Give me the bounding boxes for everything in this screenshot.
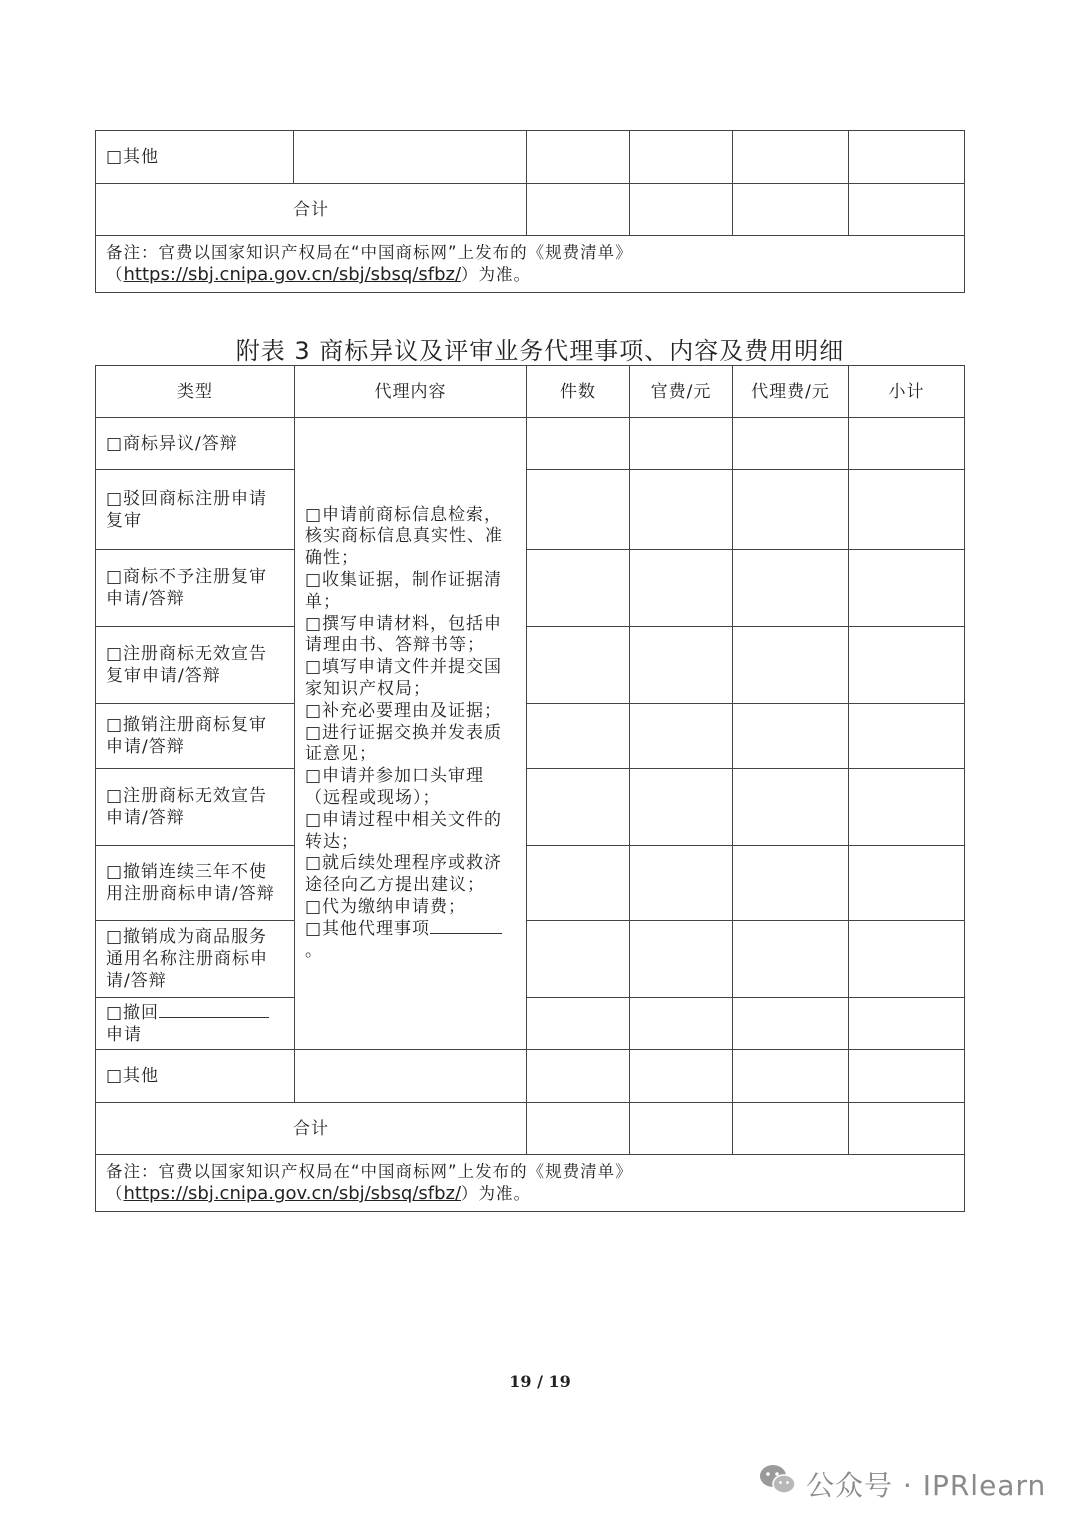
header-content: 代理内容 bbox=[295, 366, 527, 418]
cell-empty bbox=[527, 921, 630, 998]
cell-empty bbox=[849, 1103, 965, 1155]
cell-empty bbox=[849, 1050, 965, 1103]
content-item: □收集证据，制作证据清单； bbox=[305, 570, 503, 612]
cell-empty bbox=[527, 846, 630, 921]
cell-empty bbox=[733, 131, 849, 184]
row-type-withdraw bbox=[96, 998, 295, 1050]
fee-table-continued bbox=[95, 130, 965, 293]
cell-empty bbox=[527, 704, 630, 769]
cell-empty bbox=[849, 704, 965, 769]
note-end: ）为准。 bbox=[461, 265, 532, 284]
cell-empty bbox=[527, 998, 630, 1050]
cell-empty bbox=[630, 921, 733, 998]
cell-empty bbox=[527, 184, 630, 236]
cell-empty bbox=[630, 846, 733, 921]
content-item: □撰写申请材料，包括申请理由书、答辩书等； bbox=[305, 613, 503, 656]
content-other-label: □其他代理事项 bbox=[305, 918, 431, 939]
cell-empty bbox=[630, 550, 733, 627]
note-link[interactable]: https://sbj.cnipa.gov.cn/sbj/sbsq/sfbz/ bbox=[123, 1183, 462, 1204]
row-other-label: □其他 bbox=[96, 1050, 295, 1103]
cell-empty bbox=[630, 704, 733, 769]
cell-empty bbox=[849, 846, 965, 921]
cell-empty bbox=[630, 998, 733, 1050]
cell-empty bbox=[527, 1103, 630, 1155]
cell-empty bbox=[630, 1050, 733, 1103]
content-item: □申请过程中相关文件的转达； bbox=[305, 809, 503, 852]
cell-empty bbox=[849, 769, 965, 846]
note-text: 备注：官费以国家知识产权局在“中国商标网”上发布的《规费清单》（ bbox=[106, 1162, 633, 1203]
cell-empty bbox=[630, 1103, 733, 1155]
cell-empty bbox=[849, 418, 965, 470]
cell-empty bbox=[733, 1050, 849, 1103]
cell-empty bbox=[527, 1050, 630, 1103]
cell-empty bbox=[733, 627, 849, 704]
content-item-other bbox=[305, 919, 518, 963]
header-subtotal: 小计 bbox=[849, 366, 965, 418]
cell-empty bbox=[849, 550, 965, 627]
cell-empty bbox=[849, 184, 965, 236]
withdraw-label: □撤回 bbox=[106, 1002, 160, 1023]
cell-empty bbox=[630, 769, 733, 846]
cell-empty bbox=[527, 769, 630, 846]
row-total-label: 合计 bbox=[96, 1103, 527, 1155]
cell-empty bbox=[630, 131, 733, 184]
content-item: □代为缴纳申请费； bbox=[305, 896, 467, 917]
objection-review-fee-table bbox=[95, 365, 965, 1212]
agency-content-list bbox=[295, 418, 527, 1050]
cell-empty bbox=[733, 921, 849, 998]
row-type: □注册商标无效宣告复审申请/答辩 bbox=[96, 627, 295, 704]
row-type: □撤销连续三年不使用注册商标申请/答辩 bbox=[96, 846, 295, 921]
cell-empty bbox=[849, 470, 965, 550]
cell-empty bbox=[527, 418, 630, 470]
cell-empty bbox=[733, 998, 849, 1050]
note-end: ）为准。 bbox=[461, 1184, 532, 1203]
content-item: □填写申请文件并提交国家知识产权局； bbox=[305, 657, 503, 699]
cell-empty bbox=[733, 1103, 849, 1155]
content-item: □就后续处理程序或救济途径向乙方提出建议； bbox=[305, 853, 503, 896]
cell-empty bbox=[733, 550, 849, 627]
note-link[interactable]: https://sbj.cnipa.gov.cn/sbj/sbsq/sfbz/ bbox=[123, 264, 462, 285]
content-other-end: 。 bbox=[305, 940, 323, 961]
row-type: □商标异议/答辩 bbox=[96, 418, 295, 470]
cell-empty bbox=[849, 998, 965, 1050]
row-type: □商标不予注册复审申请/答辩 bbox=[96, 550, 295, 627]
cell-empty bbox=[527, 470, 630, 550]
header-official-fee: 官费/元 bbox=[630, 366, 733, 418]
cell-empty bbox=[849, 921, 965, 998]
table-note bbox=[96, 236, 965, 293]
cell-empty bbox=[849, 627, 965, 704]
content-item: □申请前商标信息检索，核实商标信息真实性、准确性； bbox=[305, 504, 503, 569]
cell-empty bbox=[733, 846, 849, 921]
cell-empty bbox=[733, 769, 849, 846]
cell-empty bbox=[630, 418, 733, 470]
cell-empty bbox=[733, 418, 849, 470]
watermark bbox=[758, 1463, 1046, 1504]
header-type: 类型 bbox=[96, 366, 295, 418]
page-number: 19 / 19 bbox=[509, 1372, 571, 1391]
cell-empty bbox=[733, 704, 849, 769]
note-text: 备注：官费以国家知识产权局在“中国商标网”上发布的《规费清单》（ bbox=[106, 243, 633, 284]
content-item: □申请并参加口头审理（远程或现场）； bbox=[305, 766, 485, 808]
table-title: 附表 3 商标异议及评审业务代理事项、内容及费用明细 bbox=[235, 337, 845, 365]
content-item: □补充必要理由及证据； bbox=[305, 700, 503, 721]
row-type: □驳回商标注册申请复审 bbox=[96, 470, 295, 550]
cell-empty bbox=[294, 131, 527, 184]
cell-empty bbox=[733, 470, 849, 550]
cell-empty bbox=[527, 627, 630, 704]
watermark-text: 公众号 · IPRlearn bbox=[806, 1468, 1047, 1502]
cell-empty bbox=[527, 131, 630, 184]
cell-empty bbox=[733, 184, 849, 236]
row-type: □注册商标无效宣告申请/答辩 bbox=[96, 769, 295, 846]
fill-blank[interactable] bbox=[430, 919, 502, 934]
withdraw-suffix: 申请 bbox=[106, 1024, 142, 1045]
cell-empty bbox=[295, 1050, 527, 1103]
cell-empty bbox=[849, 131, 965, 184]
content-item: □进行证据交换并发表质证意见； bbox=[305, 722, 503, 765]
wechat-icon bbox=[758, 1463, 806, 1504]
cell-empty bbox=[630, 470, 733, 550]
row-type: □撤销成为商品服务通用名称注册商标申请/答辩 bbox=[96, 921, 295, 998]
table-note bbox=[96, 1155, 965, 1212]
row-type: □撤销注册商标复审申请/答辩 bbox=[96, 704, 295, 769]
fill-blank[interactable] bbox=[159, 1003, 269, 1018]
cell-empty bbox=[630, 627, 733, 704]
header-count: 件数 bbox=[527, 366, 630, 418]
cell-empty bbox=[630, 184, 733, 236]
cell-empty bbox=[527, 550, 630, 627]
row-total-label: 合计 bbox=[96, 184, 527, 236]
header-agency-fee: 代理费/元 bbox=[733, 366, 849, 418]
row-other-label: □其他 bbox=[96, 131, 294, 184]
